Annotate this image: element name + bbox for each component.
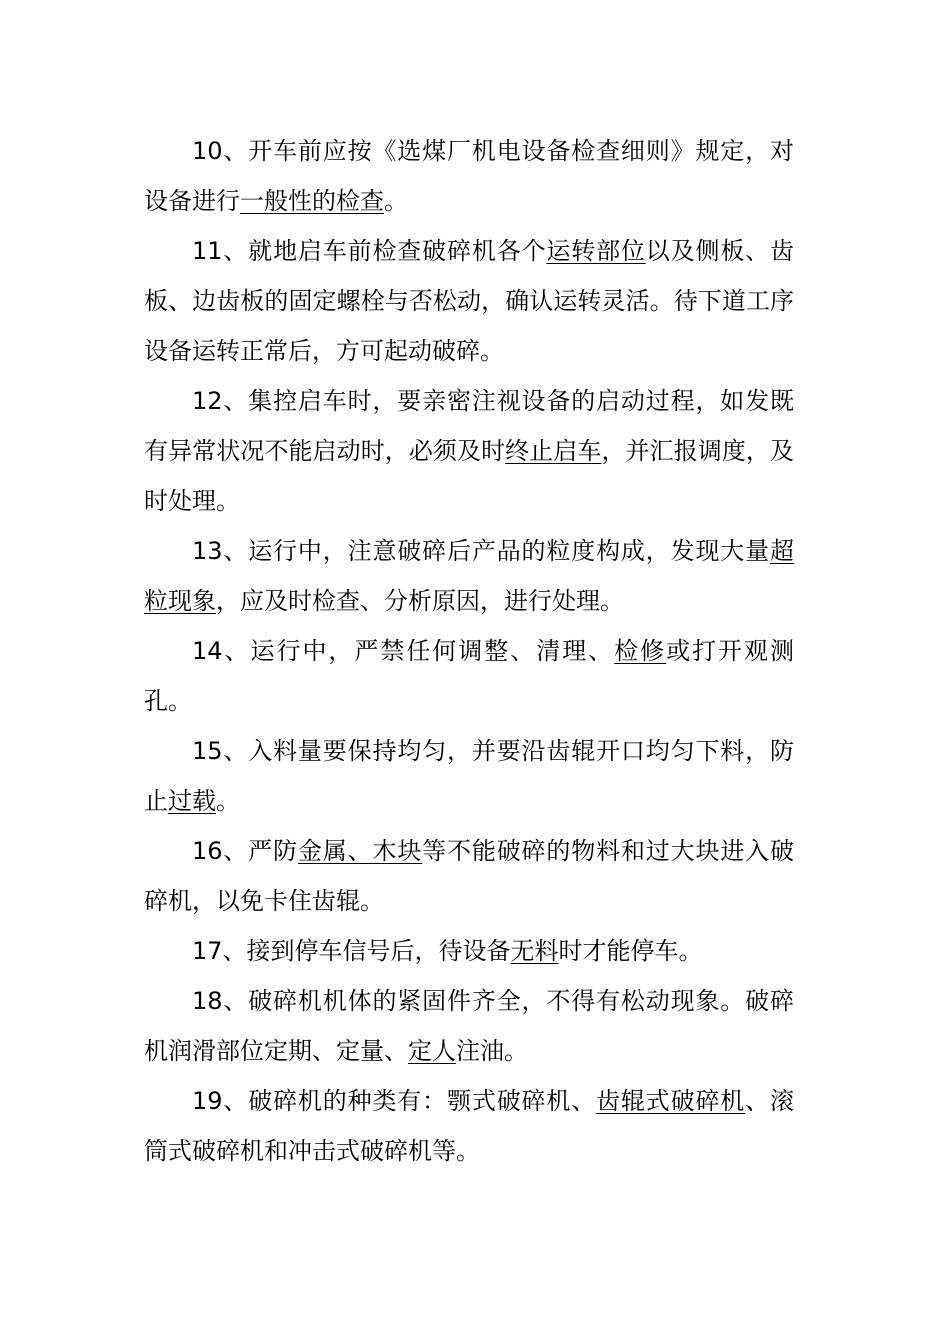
document-body <box>144 126 794 1176</box>
paragraph-item-17 <box>144 926 794 976</box>
underlined-answer: 金属、木块 <box>297 837 423 865</box>
text-segment: 或打开观测孔。 <box>144 637 794 715</box>
text-segment: 。 <box>216 787 240 815</box>
text-segment: 10、开车前应按《选煤厂机电设备检查细则》规定，对设备进行 <box>144 137 794 215</box>
underlined-answer: 检修 <box>614 637 667 665</box>
underlined-answer: 运转部位 <box>546 237 646 265</box>
text-segment: 。 <box>384 187 408 215</box>
underlined-answer: 定人 <box>408 1037 456 1065</box>
paragraph-item-11 <box>144 226 794 376</box>
text-segment: 14、运行中，严禁任何调整、清理、 <box>192 637 615 665</box>
text-segment: ，应及时检查、分析原因，进行处理。 <box>216 587 624 615</box>
text-segment: ，并汇报调度，及时处理。 <box>144 437 795 515</box>
text-segment: 12、集控启车时，要亲密注视设备的启动过程，如发既有异常状况不能启动时，必须及时 <box>144 387 794 465</box>
paragraph-item-19 <box>144 1076 794 1176</box>
underlined-answer: 超粒现象 <box>144 537 794 615</box>
text-segment: 11、就地启车前检查破碎机各个 <box>192 237 547 265</box>
text-segment: 等不能破碎的物料和过大块进入破碎机，以免卡住齿辊。 <box>144 837 795 915</box>
text-segment: 16、严防 <box>192 837 298 865</box>
underlined-answer: 一般性的检查 <box>240 187 384 215</box>
paragraph-item-13 <box>144 526 794 626</box>
paragraph-item-16 <box>144 826 794 926</box>
underlined-answer: 无料 <box>510 937 559 965</box>
text-segment: 19、破碎机的种类有：颚式破碎机、 <box>192 1087 597 1115</box>
text-segment: 注油。 <box>456 1037 528 1065</box>
text-segment: 时才能停车。 <box>558 937 703 965</box>
paragraph-item-12 <box>144 376 794 526</box>
paragraph-item-10 <box>144 126 794 226</box>
text-segment: 13、运行中，注意破碎后产品的粒度构成，发现大量 <box>192 537 770 565</box>
underlined-answer: 齿辊式破碎机 <box>596 1087 746 1115</box>
text-segment: 以及侧板、齿板、边齿板的固定螺栓与否松动，确认运转灵活。待下道工序设备运转正常后，方可起动破碎。 <box>144 237 795 365</box>
underlined-answer: 终止启车 <box>505 437 602 465</box>
text-segment: 15、入料量要保持均匀，并要沿齿辊开口均匀下料，防止 <box>144 737 794 815</box>
paragraph-item-14 <box>144 626 794 726</box>
paragraph-item-15 <box>144 726 794 826</box>
text-segment: 17、接到停车信号后，待设备 <box>192 937 511 965</box>
text-segment: 18、破碎机机体的紧固件齐全，不得有松动现象。破碎机润滑部位定期、定量、 <box>144 987 794 1065</box>
text-segment: 、滚筒式破碎机和冲击式破碎机等。 <box>144 1087 795 1165</box>
underlined-answer: 过载 <box>168 787 216 815</box>
paragraph-item-18 <box>144 976 794 1076</box>
